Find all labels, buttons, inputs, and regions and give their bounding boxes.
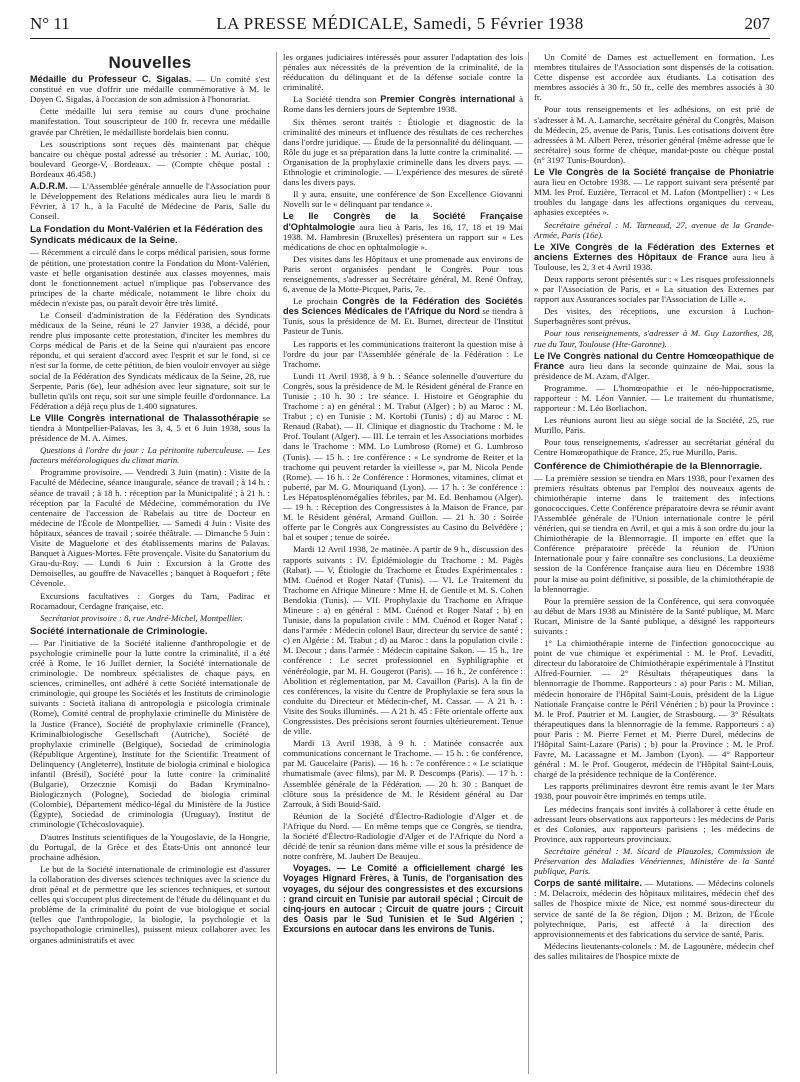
paragraph: les organes judiciaires intéressés pour assurer l'adaptation des lois pénales aux nécessités de la prévention de la criminalité, de la rééducation du délinquant et de la défense sociale contre la criminalité.	[283, 52, 523, 93]
article-adrm: A.D.R.M. — L'Assemblée générale annuelle de l'Association pour le Développement des Relations médicales aura lieu le mardi 8 Février, à 17 h., à la Faculté de Médecine de Paris, Salle du Conseil.	[30, 181, 270, 222]
issue-number: N° 11	[30, 14, 70, 33]
paragraph: Programme. — L'homœopathie et le néo-hippocratisme, rapporteur : M. Léon Vannier. — Le traitement du rhumatisme, rapporteur : M. Léo Borliachon.	[534, 382, 774, 414]
column-divider	[528, 52, 529, 1074]
paragraph: Des visites dans les Hôpitaux et une promenade aux environs de Paris seront organisées pendant le Congrès. Pour tous renseignements, s'adresser au Secrétaire général, M. René Onfray, 6, avenue de la Motte-Picquet, Paris, 7e.	[283, 253, 523, 295]
paragraph: Programme provisoire. — Vendredi 3 Juin (matin) : Visite de la Faculté de Médecine, séance inaugurale, séance de travail ; à 14 h. : séance de travail ; à 18 h. : réception par la Municipalité ; à 21 h. : réception par la Faculté de Médecine, commémoration du IVe centenaire de l'accession de Rabelais au titre de Docteur en médecine de l'École de Montpellier. — Samedi 4 Juin : Visite des hôpitaux, séances de travail ; soirée théâtrale. — Dimanche 5 Juin : Visite de Maguelone et des établissements marins de Palavas. Banquet à Aigues-Mortes. Fête provençale. Visite du Sanatorium du Grau-du-Roy. — Lundi 6 Juin : Excursion à la Grotte des Demoiselles, au gouffre de Navacelles ; banquet à Roquefort ; fête Cévenole.	[30, 467, 270, 589]
paragraph: Les médecins français sont invités à collaborer à cette étude en adressant leurs observations aux rapporteurs : les médecins de Paris et des Colonies, aux rapporteurs parisiens ; les médecins de Province, aux rapporteurs provinciaux.	[534, 803, 774, 844]
paragraph: Pour la première session de la Conférence, qui sera convoquée au début de Mars 1938 au Ministère de la Santé publique, M. Marc Rucart, Ministre de la Santé publique, a désigné les rapporteurs suivants :	[534, 595, 774, 636]
page-number: 207	[744, 14, 770, 33]
paragraph: Des visites, des réceptions, une excursion à Luchon-Superbagnères sont prévus.	[534, 306, 774, 327]
article-ophtalmologie: Le IIe Congrès de la Société Française d'Ophtalmologie aura lieu à Paris, les 16, 17, 18 et 19 Mai 1938. M. Hambresin (Bruxelles) présentera un rapport sur « Les médications de choc en ophtalmologie ».	[283, 211, 523, 252]
column-3	[534, 52, 774, 1076]
paragraph: Mardi 13 Avril 1938, à 9 h. : Matinée consacrée aux communications concernant le Trachome. — 15 h. : 6e conférence, par M. Gaucelaire (Paris). — 16 h. : 7e conférence : « Le sciatique rhumatismale (avec films), par M. P. Descomps (Paris). — 17 h. : Assemblée générale de la Fédération. — 20 h. 30 : Banquet de clôture sous la présidence de M. le Résident général au Dar Zarrouk, à Sidi Bouid-Saïd.	[283, 738, 523, 809]
paragraph: — Par l'initiative de la Société italienne d'anthropologie et de psychologie criminelle pour la lutte contre la criminalité, il a été créé à Rome, le 16 Juillet dernier, la Société internationale de criminologie. De nombreux spécialistes de chaque pays, en sciences, criminelles, ont adhéré à cette Société internationale de criminologie, qui groupe les Sociétés et les Instituts de criminologie suivants : Società italiana di antropologia e psicologia criminale (Rome), Comité central de prophylaxie criminelle du Ministère de la Justice (France), Société de prophylaxie criminelle (France), Kriminalbiologische Gesellschaft (Autriche), Société de prophylaxie criminelle (Belgique), Sociedad de criminologia (République Argentine), Institute for the Scientific Treatment of Delinquency (Angleterre), Institute de biologia criminal e biologica infantil (Brésil), Société pour la lutte contre la criminalité (Bulgarie), Orzecznie Komisji do Badan Kryminalno-Biologicznych (Pologne), Sociedad de biologia criminal (Colombie), Département médico-légal du Ministère de la Justice (Égypte), Sociedad de criminologia (Uruguay), Institut de criminologie (Tchécoslovaquie).	[30, 637, 270, 830]
paragraph: Secrétaire général : M. Sicard de Plauzoles, Commission de Préservation des Maladies Vénériennes, Ministère de la Santé publique, Paris.	[534, 845, 774, 877]
article-title: Le XIVe Congrès de la Fédération des Externes et anciens Externes des Hôpitaux de France	[534, 241, 774, 262]
paragraph: Mardi 12 Avril 1938, 2e matinée. A partir de 9 h., discussion des rapports suivants : IV. Épidémiologie du Trachome : M. Pagès (Rabat). — V. Étiologie du Trachome et Études Expérimentales : MM. Cuénod et Roger Nataf (Tunis). — VI. Le Traitement du Trachome en Afrique Mineure : Mme H. de Gentile et M. S. Cohen Bendokia (Tunis). — VII. Prophylaxie du Trachome en Afrique Mineure : a) en général : MM. Cuénod et Roger Nataf ; b) en Tunisie, dans la population civile : MM. Cuénod et Roger Nataf ; dans l'armée : Médecin colonel Baur, directeur du service de santé ; c) en Algérie : M. Trabut ; d) au Maroc : dans la population civile : M. Decour ; dans l'armée : Médecin capitaine Sakon. — 15 h., 1re conférence : Le secret professionnel en Syphiligraphie et vénéréologie, par M. H. Gougerot (Paris). — 16 h., 2e conférence : Abolition et réglementation, par M. Cavaillon (Paris). A la fin de ces conférences, la visite du Centre de Prophylaxie se fera sous la conduite du Directeur et Médecin-chef, M. Cassar. — A 21 h. : Visite des Souks illuminés. — A 21 h. 45 : Fête orientale offerte aux Congressistes. Des précisions seront fournies ultérieurement. Tenue de ville.	[283, 544, 523, 737]
article-title: Le IVe Congrès national du Centre Homœopathique de France	[534, 350, 774, 371]
column-2	[283, 52, 523, 1076]
article-premier-congres: La Société tiendra son Premier Congrès international à Rome dans les derniers jours de Septembre 1938.	[283, 94, 523, 115]
article-title: Le VIIIe Congrès international de Thalassothérapie	[30, 412, 259, 423]
paragraph: Pour tous renseignements, s'adresser au secrétariat général du Centre Homœopathique de France, 25, rue Murillo, Paris.	[534, 437, 774, 458]
paragraph: Le Conseil d'administration de la Fédération des Syndicats médicaux de la Seine, réuni le 27 Janvier 1938, a décidé, pour rendre plus imposante cette protestation, d'inciter les membres du Corps médical de Paris et de la Seine qui n'auraient pas encore répondu, et qui seraient d'accord avec l'esprit et sur le fond, si ce n'est sur la forme, de cette pétition, de bien vouloir envoyer au siège social de la Fédération des Syndicats médicaux de la Seine, 28, rue Serpente, Paris (6e), leur adhésion avec leur signature, soit sur le bulletin qu'ils ont reçu, soit sur une simple feuille d'ordonnance. La Fédération a déjà reçu plus de 1.400 signatures.	[30, 309, 270, 411]
article-title: Le VIe Congrès de la Société française de Phoniatrie	[534, 167, 774, 178]
article-phoniatrie: Le VIe Congrès de la Société française de Phoniatrie aura lieu en Octobre 1938. — Le rapport suivant sera présenté par MM. les Prof. Euzière, Terracol et M. Lafon (Montpellier) : « Les troubles du langage dans les affections organiques du cerveau, aphasies exceptées ».	[534, 167, 774, 218]
article-title: Corps de santé militaire.	[534, 878, 642, 889]
article-title: Congrès de la Fédération des Sociétés des Sciences Médicales de l'Afrique du Nord	[283, 296, 523, 317]
paragraph: Secrétaire général : M. Tarneaud, 27, avenue de la Grande-Armée, Paris (16e).	[534, 219, 774, 240]
article-title: A.D.R.M.	[30, 181, 68, 192]
column-divider	[276, 52, 277, 1074]
paragraph: 1° La chimiothérapie interne de l'infection gonococcique au point de vue chimique et expérimental : M. le Prof. Levaditi, directeur du laboratoire de Chimiothérapie expérimentale à l'Institut Alfred-Fournier. — 2° Résultats thérapeutiques dans la blennorragie de l'homme. Rapporteurs : a) pour Paris : M. Milian, médecin honoraire de l'Hôpital Saint-Louis, président de la Ligue Nationale Française contre le Péril Vénérien ; b) pour la Province : M. le Prof. Pautrier et M. Laugier, de Strasbourg. — 3° Résultats thérapeutiques dans la blennorragie de la femme. Rapporteurs : a) pour Paris : M. Pierre Fernet et M. Pierre Durel, médecins de l'Hôpital Saint-Lazare (Paris) ; b) pour la Province : M. le Prof. Favre, M. Lacassagne et M. Jambon (Lyon). — 4° Rapporteur général : M. le Prof. Gougerot, médecin de l'Hôpital Saint-Louis, chargé de la présidence technique de la Conférence.	[534, 638, 774, 780]
paragraph: Deux rapports seront présentés sur : « Les risques professionnels » par l'Association de Paris, et « La situation des Externes par rapport aux Assurances sociales par l'Association de Lille ».	[534, 273, 774, 305]
paragraph: Il y aura, ensuite, une conférence de Son Excellence Giovanni Novelli sur le « délinquant par tendance ».	[283, 189, 523, 210]
paragraph: Six thèmes seront traités : Étiologie et diagnostic de la criminalité des mineurs et influence des résultats de ces recherches dans l'ordre juridique. — Étude de la personnalité du délinquant. — Rôle du juge et sa préparation dans la lutte contre la criminalité. — Organisation de la prophylaxie criminelle dans les divers pays. — Ethnologie et criminologie. — L'expérience des mesures de sûreté dans les divers pays.	[283, 116, 523, 188]
paragraph: Secrétariat provisoire : 8, rue André-Michel, Montpellier.	[40, 612, 243, 623]
article-sigalas: Médaille du Professeur C. Sigalas. — Un comité s'est constitué en vue d'offrir une médaille commémorative à M. le Doyen C. Sigalas, à l'occasion de son admission à l'honorariat.	[30, 74, 270, 105]
paragraph: D'autres Instituts scientifiques de la Yougoslavie, de la Hongrie, du Portugal, de la Grèce et des États-Unis ont annoncé leur prochaine adhésion.	[30, 831, 270, 862]
article-federation: Le prochain Congrès de la Fédération des Sociétés des Sciences Médicales de l'Afrique du Nord se tiendra à Tunis, sous la présidence de M. Et. Burnet, directeur de l'Institut Pasteur de Tunis.	[283, 296, 523, 337]
paragraph: Cette médaille lui sera remise au cours d'une prochaine manifestation. Tout souscripteur de 100 fr. recevra une médaille gravée par Chrétien, le médailliste bordelais bien connu.	[30, 106, 270, 137]
article-title: Société internationale de Criminologie.	[30, 625, 208, 637]
paragraph: Voyages. — Le Comité a officiellement chargé les Voyages Hignard Frères, à Tunis, de l'organisation des voyages, du séjour des congressistes et des excursions : grand circuit en Tunisie par autorail spécial ; Circuit de cinq-jours en autocar ; Circuit de quatre jours ; Circuit des Oasis par le Sud Tunisien et le Sud Algérien ; Excursions en autocar dans les environs de Tunis.	[283, 863, 523, 934]
article-title: Le IIe Congrès de la Société Française d'Ophtalmologie	[283, 211, 523, 232]
article-title: Premier Congrès international	[380, 94, 516, 105]
paragraph: Pour tous renseignements et les adhésions, on est prié de s'adresser à M. A. Lamarche, secrétaire général du Congrès, Maison du Médecin, 25, avenue de Paris, Tunis. Les cotisations doivent être adressées à M. Albert Perez, trésorier général (même adresse que le secrétaire) sous forme de chèque, mandat-poste ou chèque postal (n° 3197 Tunis-Bourdon).	[534, 104, 774, 165]
article-externes: Le XIVe Congrès de la Fédération des Externes et anciens Externes des Hôpitaux de France aura lieu à Toulouse, les 2, 3 et 4 Avril 1938.	[534, 241, 774, 272]
article-title: Médaille du Professeur C. Sigalas.	[30, 74, 192, 85]
page-header	[30, 14, 770, 39]
article-title: Conférence de Chimiothérapie de la Blennorragie.	[534, 460, 763, 472]
article-title: La Fondation du Mont-Valérien et la Fédération des Syndicats médicaux de la Seine.	[30, 224, 263, 247]
paragraph: Les réunions auront lieu au siège social de la Société, 25, rue Murillo, Paris.	[534, 415, 774, 436]
paragraph: Excursions facultatives : Gorges du Tarn, Padirac et Rocamadour, Cerdagne française, etc.	[30, 590, 270, 611]
paragraph: — Récemment a circulé dans le corps médical parisien, sous forme de pétition, une protestation contre la Fondation du Mont-Valérien, vaste et belle organisation destinée aux classes moyennes, mais dont le fonctionnement actuel n'implique pas l'observance des principes de la charte médicale, notamment le libre choix du médecin n'existe pas, ou paraît devoir être très limité.	[30, 247, 270, 308]
paragraph: — La première session se tiendra en Mars 1938, pour l'examen des premiers résultats obtenus par l'emploi des nouveaux agents de chimiothérapie interne dans le traitement des infections gonococciques. Cette Conférence préparatoire devra se réunir avant l'Assemblée générale de l'Union internationale contre le péril vénérien, qui se tiendra en Avril, et qui a mis à son ordre du jour la Chimiothérapie de la Blennorragie. Il importe en effet que la Conférence préparatoire précède la réunion de l'Union Internationale pour y faire connaître ses conclusions. La deuxième session de la Conférence française aura lieu en Décembre 1938 pour la mise au point définitive, si possible, de la chimiothérapie de la blennorragie.	[534, 472, 774, 594]
paragraph: Les souscriptions sont reçues dès maintenant par chèque bancaire ou chèque postal adressé au trésorier : M. Auriac, 100, boulevard George-V, Bordeaux. — (Compte chèque postal : Bordeaux 46.458.)	[30, 138, 270, 179]
paragraph: Médecins lieutenants-colonels : M. de Lagounère, médecin chef des salles militaires de l'hospice mixte de	[534, 940, 774, 961]
article-corps-sante: Corps de santé militaire. — Mutations. — Médecins colonels : M. Delacroix, médecin des hôpitaux militaires, médecin chef des salles de l'hospice mixte de Nice, est nommé sous-directeur du service de santé de la 8e région, Dijon ; M. Brizon, de l'École polytechnique, Paris, est affecté à la direction des approvisionnements et des fabrications du service de santé, Paris.	[534, 878, 774, 939]
paragraph: Questions à l'ordre du jour : La péritonite tuberculeuse. — Les facteurs météorologiques du climat marin.	[30, 445, 270, 466]
paragraph: Les rapports préliminaires devront être remis avant le 1er Mars 1938, pour pouvoir être imprimés en temps utile.	[534, 781, 774, 802]
article-thalasso: Le VIIIe Congrès international de Thalassothérapie se tiendra à Montpellier-Palavas, les 3, 4, 5 et 6 Juin 1938, sous la présidence de M. A. Aimes.	[30, 412, 270, 444]
paragraph: Les rapports et les communications traiteront la question mise à l'ordre du jour par l'Assemblée générale de la Fédération : Le Trachome.	[283, 338, 523, 369]
paragraph: Pour tous renseignements, s'adresser à M. Guy Lazorthes, 28, rue du Taur, Toulouse (Hte-Garonne).	[534, 328, 774, 349]
paragraph: Lundi 11 Avril 1938, à 9 h. : Séance solennelle d'ouverture du Congrès, sous la présidence de M. le Résident général de France en Tunisie ; 10 h. 30 : 1re séance. I. Histoire et Géographie du Trachome : a) en général : M. Trabut (Alger) ; b) au Maroc : M. Trabut ; c) en Tunisie : M. Kortobi (Tunis) ; d) au Maroc : M. Renaud (Rabat). — II. Clinique et diagnostic du Trachome : M. le Prof. Toulant (Alger). — III. Le terrain et les Associations morbides dans le Trachome : MM. Lo Lumbroso (Rome) et G. Lumbroso (Tunis). — 15 h. : 1re conférence : « Le syndrome de Reiter et la trachome qui peuvent retarder la vieillesse », par M. Nicola Pende (Rome). — 16 h. : 2e Conférence : Hormones, vitamines, climat et puberté, par M. G. Mouriquand (Lyon). — 17 h. : 3e conférence : Les Hépatosplénomégalies fébriles, par M. Ed. Benhamou (Alger). — 19 h. : Réception des Congressistes à la Maison de France, par M. le Résident général, Armand Guillon. — 21 h. 30 : Soirée offerte par le Congrès aux Congressistes au Casino du Belvédère ; bal et souper ; tenue de soirée.	[283, 370, 523, 543]
article-homeopathie: Le IVe Congrès national du Centre Homœopathique de France aura lieu dans la seconde quinzaine de Mai, sous la présidence de M. Azam, d'Alger.	[534, 350, 774, 381]
paragraph: Un Comité de Dames est actuellement en formation. Les membres titulaires de l'Association sont dispensés de la cotisation. Cette dispense est accordée aux étudiants. La cotisation des membres associés à 30 fr., 50 fr., celle des membres associés à 30 fr.	[534, 52, 774, 103]
paragraph: Réunion de la Société d'Électro-Radiologie d'Alger et de l'Afrique du Nord. — En même temps que ce Congrès, se tiendra, la Société d'Électro-Radiologie d'Alger et de l'Afrique du Nord a décidé de tenir sa réunion dans même ville et sous la présidence de notre confrère, M. Jaubert De Beaujeu.	[283, 810, 523, 862]
column-1	[30, 52, 270, 1076]
journal-title: LA PRESSE MÉDICALE, Samedi, 5 Février 1938	[216, 14, 584, 33]
paragraph: Le but de la Société internationale de criminologie est d'assurer la collaboration des diverses sciences techniques avec la science du droit pénal et de permettre que les sciences techniques, et surtout celles qui s'occupent plus directement de l'étude du délinquant et du problème de la criminalité du point de vue biologique et social (telles que l'anthropologie, la biologie, la psychologie et la psychopathologie criminelles), puissent mieux collaborer avec les organes administratifs et avec	[30, 863, 270, 945]
section-title: Nouvelles	[108, 53, 192, 72]
